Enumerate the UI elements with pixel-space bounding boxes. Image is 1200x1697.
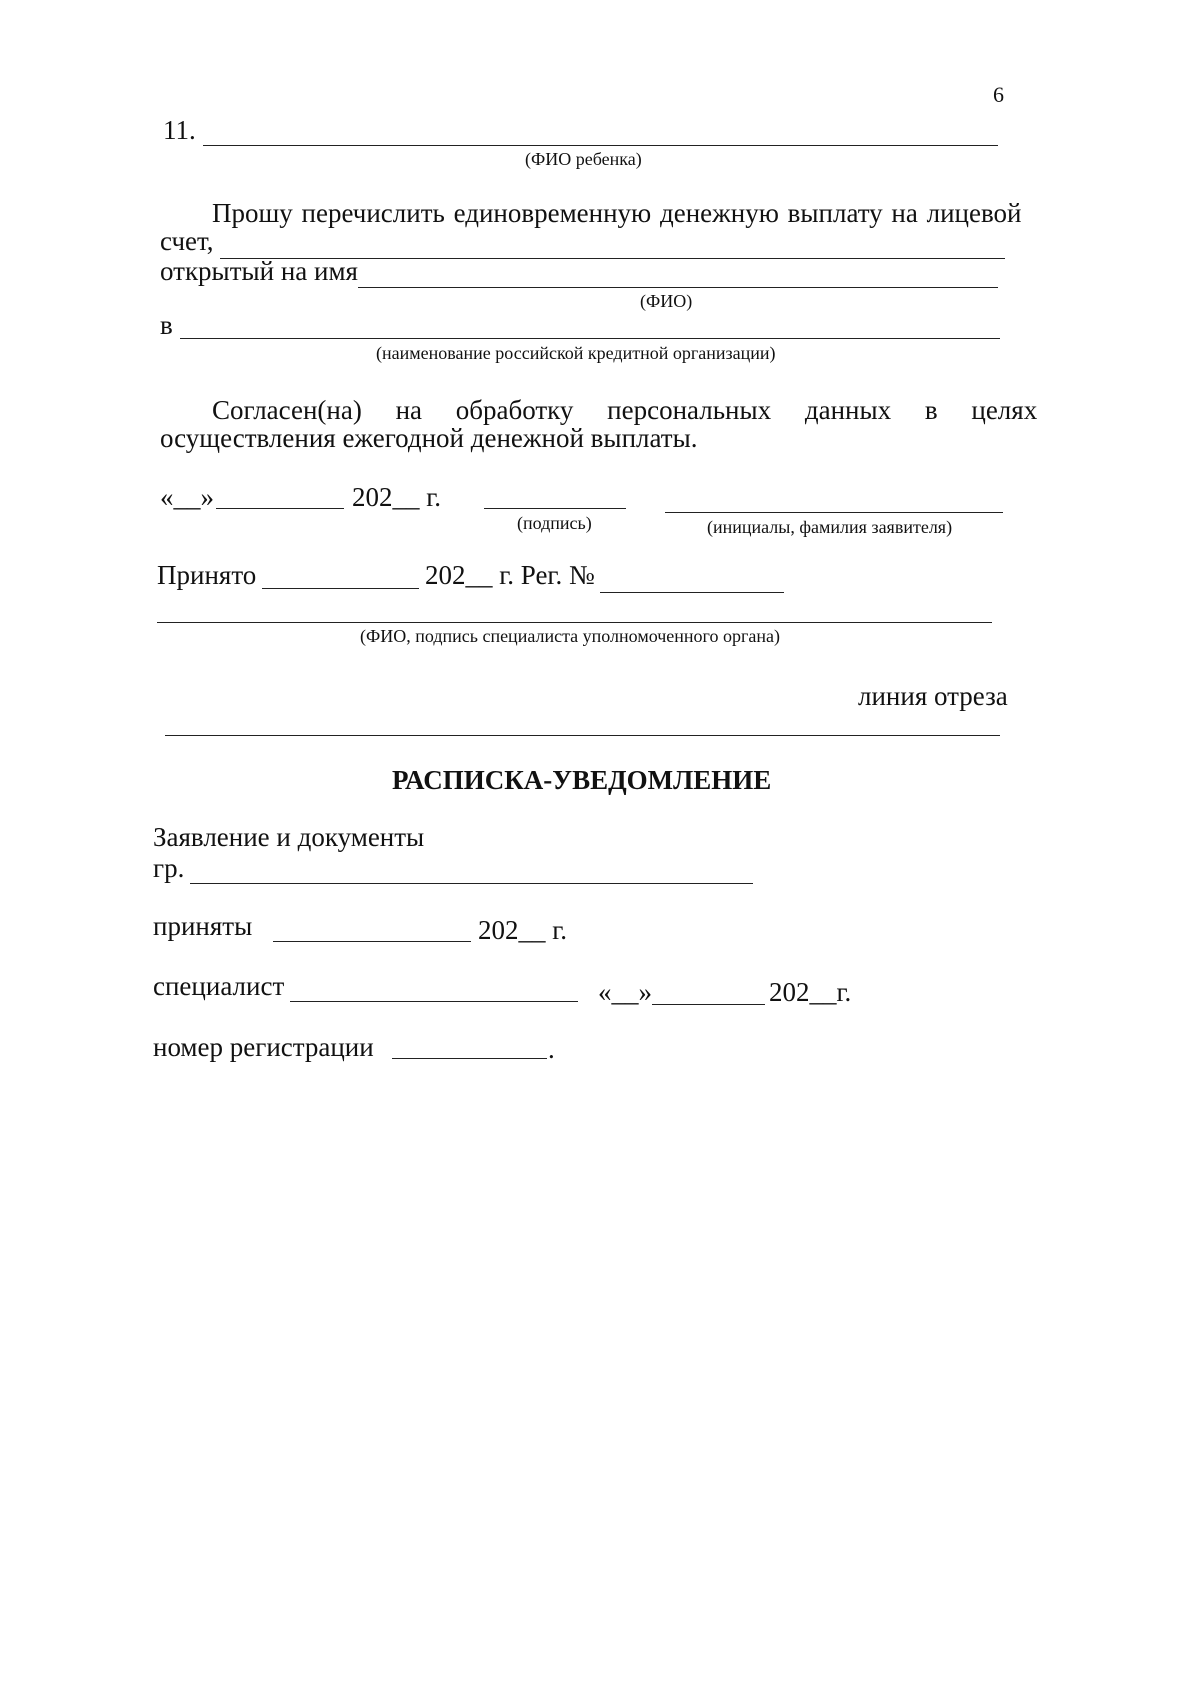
receipt-specialist-year: 202__г. <box>769 977 852 1007</box>
receipt-accepted-label: приняты <box>153 911 253 941</box>
docs-label: Заявление и документы <box>153 822 425 852</box>
transfer-request-text: Прошу перечислить единовременную денежную выплату на лицевой <box>212 198 1022 228</box>
accepted-date-line[interactable] <box>262 588 419 589</box>
cut-line <box>165 735 1000 736</box>
receipt-specialist-label: специалист <box>153 971 285 1001</box>
child-name-line[interactable] <box>203 145 998 146</box>
account-label: счет, <box>160 226 214 256</box>
accepted-label: Принято <box>157 560 257 590</box>
applicant-name-line[interactable] <box>665 512 1003 513</box>
item-number: 11. <box>163 115 196 145</box>
bank-prefix: в <box>160 310 173 340</box>
date-month-line[interactable] <box>216 508 344 509</box>
receipt-reg-number-line[interactable] <box>392 1058 547 1059</box>
opened-name-label: открытый на имя <box>160 256 358 286</box>
specialist-caption: (ФИО, подпись специалиста уполномоченного органа) <box>360 626 780 646</box>
signature-line[interactable] <box>484 508 626 509</box>
receipt-specialist-line[interactable] <box>290 1001 578 1002</box>
receipt-specialist-month-line[interactable] <box>652 1004 765 1005</box>
specialist-line[interactable] <box>157 622 992 623</box>
account-holder-caption: (ФИО) <box>640 291 693 311</box>
reg-number-line[interactable] <box>600 592 784 593</box>
reg-number-suffix: . <box>548 1034 555 1064</box>
signature-caption: (подпись) <box>517 513 592 533</box>
bank-name-caption: (наименование российской кредитной организации) <box>376 343 776 363</box>
consent-text-line2: осуществления ежегодной денежной выплаты. <box>160 423 698 453</box>
receipt-title: РАСПИСКА-УВЕДОМЛЕНИЕ <box>392 765 772 795</box>
accepted-year-reg: 202__ г. Рег. № <box>425 560 595 590</box>
reg-number-label: номер регистрации <box>153 1032 374 1062</box>
account-holder-line[interactable] <box>358 287 998 288</box>
receipt-specialist-date: «__» <box>598 977 652 1007</box>
child-name-caption: (ФИО ребенка) <box>525 149 642 169</box>
consent-text-line1: Согласен(на) на обработку персональных данных в целях <box>212 395 1038 425</box>
applicant-name-caption: (инициалы, фамилия заявителя) <box>707 517 953 537</box>
date-year: 202__ г. <box>352 482 442 512</box>
bank-name-line[interactable] <box>180 338 1000 339</box>
receipt-accepted-date-line[interactable] <box>273 941 471 942</box>
citizen-name-line[interactable] <box>190 883 753 884</box>
cut-line-label: линия отреза <box>858 681 1008 711</box>
citizen-prefix: гр. <box>153 853 185 883</box>
page-number: 6 <box>993 82 1004 107</box>
receipt-accepted-year: 202__ г. <box>478 915 568 945</box>
date-quotes: «__» <box>160 482 214 512</box>
